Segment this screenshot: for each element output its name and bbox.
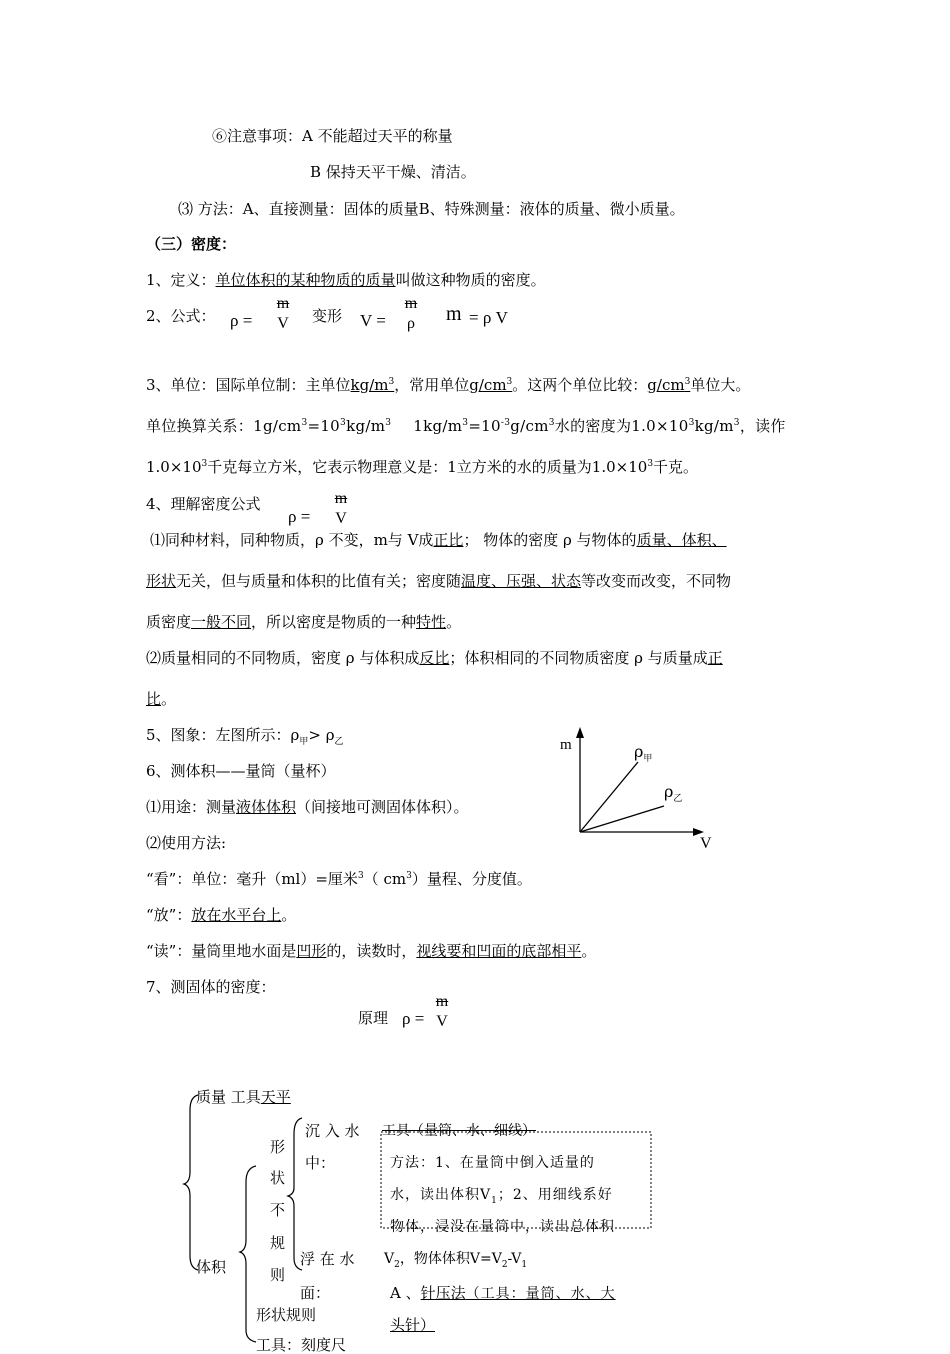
note-line-b: B 保持天平干燥、清洁。 <box>310 163 476 181</box>
rho-equals-3: ρ = <box>402 1009 425 1028</box>
fraction-m-over-v: m V <box>276 295 290 332</box>
point-2-line-1: ⑵质量相同的不同物质，密度 ρ 与体积成反比；体积相同的不同物质密度 ρ 与质量成正 <box>146 649 723 667</box>
fraction-m-over-v-3: m V <box>435 993 449 1030</box>
section-heading-density: （三）密度： <box>146 235 237 253</box>
brace-shape <box>240 1166 256 1342</box>
method-step-3: 物体，浸没在量筒中，读出总体积 <box>390 1219 615 1235</box>
tree-regular-shape: 形状规则 <box>256 1306 317 1324</box>
point-1-line-3: 质密度一般不同，所以密度是物质的一种特性。 <box>146 613 462 631</box>
point-1-line-1: ⑴同种材料，同种物质，ρ 不变，m与 V成正比； 物体的密度 ρ 与物体的质量、体积、 <box>150 531 727 549</box>
tree-gui: 规 <box>270 1234 286 1252</box>
tree-mass: 质量 工具天平 <box>196 1088 291 1106</box>
definition-underline: 单位体积的某种物质的质量 <box>215 271 396 289</box>
brace-main <box>184 1095 198 1270</box>
graph-label-yi: $\rho_乙$ <box>664 782 683 805</box>
tree-sink: 沉 入 水 <box>305 1122 360 1140</box>
point-1-line-2: 形状无关，但与质量和体积的比值有关；密度随温度、压强、状态等改变而改变，不同物 <box>146 572 732 590</box>
tree-volume-formula: $V_2$，物体体积$V=V_2-V_1$ <box>384 1251 528 1270</box>
method-box <box>381 1132 651 1228</box>
rho-v-product: = ρ V <box>469 308 508 327</box>
tree-sink-colon: 中： <box>305 1154 336 1172</box>
method-heading: ⑵使用方法: <box>146 834 227 852</box>
tree-ze: 则 <box>270 1266 286 1284</box>
usage-line: ⑴用途：测量液体体积（间接地可测固体体积）。 <box>146 798 469 816</box>
needle-method-line: A 、针压法（工具：量筒、水、大 <box>390 1284 616 1302</box>
tree-zhuang: 状 <box>270 1169 286 1187</box>
read-line: “读”：量筒里地水面是凹形的，读数时，视线要和凹面的底部相平。 <box>146 942 597 960</box>
graph-caption: 5、图象：左图所示：$\rho_甲> \rho_乙$ <box>146 726 344 747</box>
point-2-line-2: 比。 <box>146 690 177 708</box>
method-step-1: 方法：1、在量筒中倒入适量的 <box>390 1155 595 1171</box>
tree-sink-tools: 工具（量筒、水、细线） <box>382 1123 536 1139</box>
solid-density-heading: 7、测固体的密度： <box>146 978 276 996</box>
tree-float: 浮 在 水 <box>300 1250 355 1268</box>
fraction-m-over-rho: m ρ <box>404 295 418 332</box>
graph-y-label: m <box>560 737 572 753</box>
rho-equals-2: ρ = <box>288 507 311 526</box>
method-step-2: 水，读出体积$V_1$；2、用细线系好 <box>390 1187 613 1206</box>
principle-label: 原理 <box>358 1009 389 1027</box>
graph-x-label: V <box>700 835 712 852</box>
tree-float-colon: 面： <box>300 1284 331 1302</box>
tree-bu: 不 <box>270 1201 286 1219</box>
note-line-a: ⑥注意事项：A 不能超过天平的称量 <box>212 127 453 145</box>
definition-line: 1、定义：单位体积的某种物质的质量叫做这种物质的密度。 <box>146 271 546 289</box>
transform-label: 变形 <box>312 307 343 325</box>
method-line: ⑶ 方法：A、直接测量：固体的质量B、特殊测量：液体的质量、微小质量。 <box>178 200 685 218</box>
look-line: “看”：单位：毫升（ml）=厘米$^3$（ $cm^3$）量程、分度值。 <box>146 870 532 888</box>
meaning-line: $1.0\times 10^3$千克每立方米，它表示物理意义是：1立方米的水的质量为$1.0\times 10^3$千克。 <box>146 458 699 476</box>
place-line: “放”：放在水平台上。 <box>146 906 297 924</box>
needle-method-tools: 头针） <box>390 1316 436 1334</box>
units-line: 3、单位：国际单位制：主单位$kg/m^3$，常用单位$g/cm^3$。这两个单位比较：$g/cm^3$单位大。 <box>146 376 751 394</box>
understand-formula-label: 4、理解密度公式 <box>146 495 261 513</box>
formula-label: 2、公式： <box>146 307 216 325</box>
tree-ruler: 工具：刻度尺 <box>256 1336 347 1354</box>
fraction-m-over-v-2: m V <box>334 490 348 527</box>
brace-irregular <box>288 1118 302 1270</box>
tree-volume: 体积 <box>196 1258 227 1276</box>
tree-xing: 形 <box>270 1138 286 1156</box>
conversion-line: 单位换算关系：$1g/cm^3=10^3kg/m^3$ $1kg/m^3=10^{-3}g/cm^3$水的密度为$1.0\times 10^3kg/m^3$，读作 <box>146 417 786 435</box>
rho-equals: ρ = <box>230 311 253 330</box>
graph-label-jia: $\rho_甲$ <box>634 742 653 765</box>
m-symbol: m <box>446 303 462 325</box>
v-equals: V = <box>360 311 386 330</box>
measure-volume-heading: 6、测体积——量筒（量杯） <box>146 762 336 780</box>
